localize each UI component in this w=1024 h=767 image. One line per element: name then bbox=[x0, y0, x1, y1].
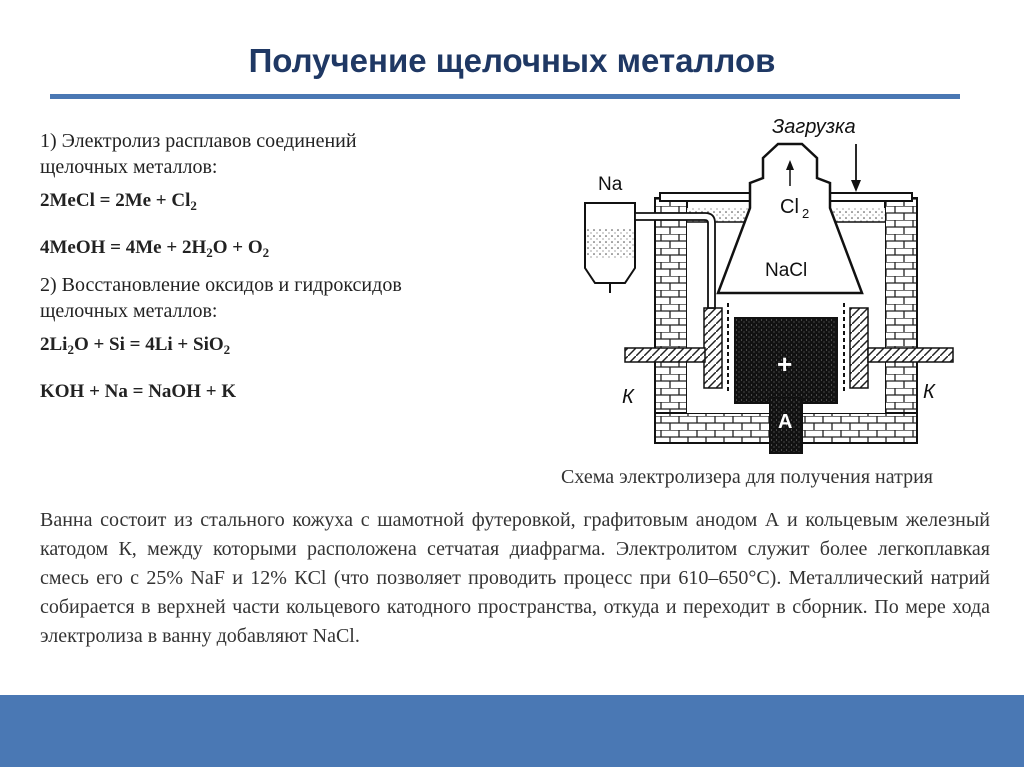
right-brick-wall bbox=[885, 198, 917, 443]
equation: KOH + Na = NaOH + K bbox=[40, 381, 237, 402]
description-paragraph: Ванна состоит из стального кожуха с шамотной футеровкой, графитовым анодом А и кольцевым железный катодом К, между которыми расположена сетчатая диафрагма. Электролитом служит более легкоплавкая смесь его с 25% NaF и 12% КCl (что позволяет проводить процесс при 610–650°С). Металлический натрий собирается в верхней части кольцевого катодного пространства, откуда и переходит в сборник. По мере хода электролиза в ванну добавляют NaCl. bbox=[40, 509, 990, 647]
equation: 4MeOH = $4Me + 2H_2O + O_2$ bbox=[40, 237, 270, 260]
equations-block bbox=[40, 128, 510, 405]
equation: $2Li_2O + Si = 4Li + SiO_2$ bbox=[40, 334, 231, 357]
diagram-caption: Схема электролизера для получения натрия bbox=[561, 466, 933, 488]
anode-plus-label: + bbox=[777, 349, 793, 379]
cl2-label: Cl bbox=[780, 196, 799, 218]
right-cathode-bar bbox=[868, 348, 953, 362]
nacl-label: NaCl bbox=[765, 260, 808, 281]
anode-label: A bbox=[778, 411, 793, 433]
load-label: Загрузка bbox=[772, 116, 856, 138]
section1-line2: щелочных металлов: bbox=[40, 156, 218, 178]
left-cathode-label: К bbox=[622, 386, 634, 408]
left-cathode-bar bbox=[625, 348, 705, 362]
electrolyzer-diagram bbox=[580, 108, 970, 458]
section2-line1: 2) Восстановление оксидов и гидроксидов bbox=[40, 274, 402, 296]
left-cathode-ring bbox=[704, 308, 722, 388]
footer-bar bbox=[0, 695, 1024, 767]
section1-line1: 1) Электролиз расплавов соединений bbox=[40, 130, 357, 152]
right-cathode-ring bbox=[850, 308, 868, 388]
page-title: Получение щелочных металлов bbox=[248, 42, 776, 79]
cl2-subscript: 2 bbox=[802, 206, 810, 221]
right-cathode-label: К bbox=[923, 381, 935, 403]
left-brick-wall bbox=[655, 198, 687, 443]
na-label: Na bbox=[598, 174, 623, 195]
equation: 2MeCl = $2Me + Cl_2$ bbox=[40, 190, 197, 213]
title-divider bbox=[50, 94, 960, 99]
section2-line2: щелочных металлов: bbox=[40, 300, 218, 322]
